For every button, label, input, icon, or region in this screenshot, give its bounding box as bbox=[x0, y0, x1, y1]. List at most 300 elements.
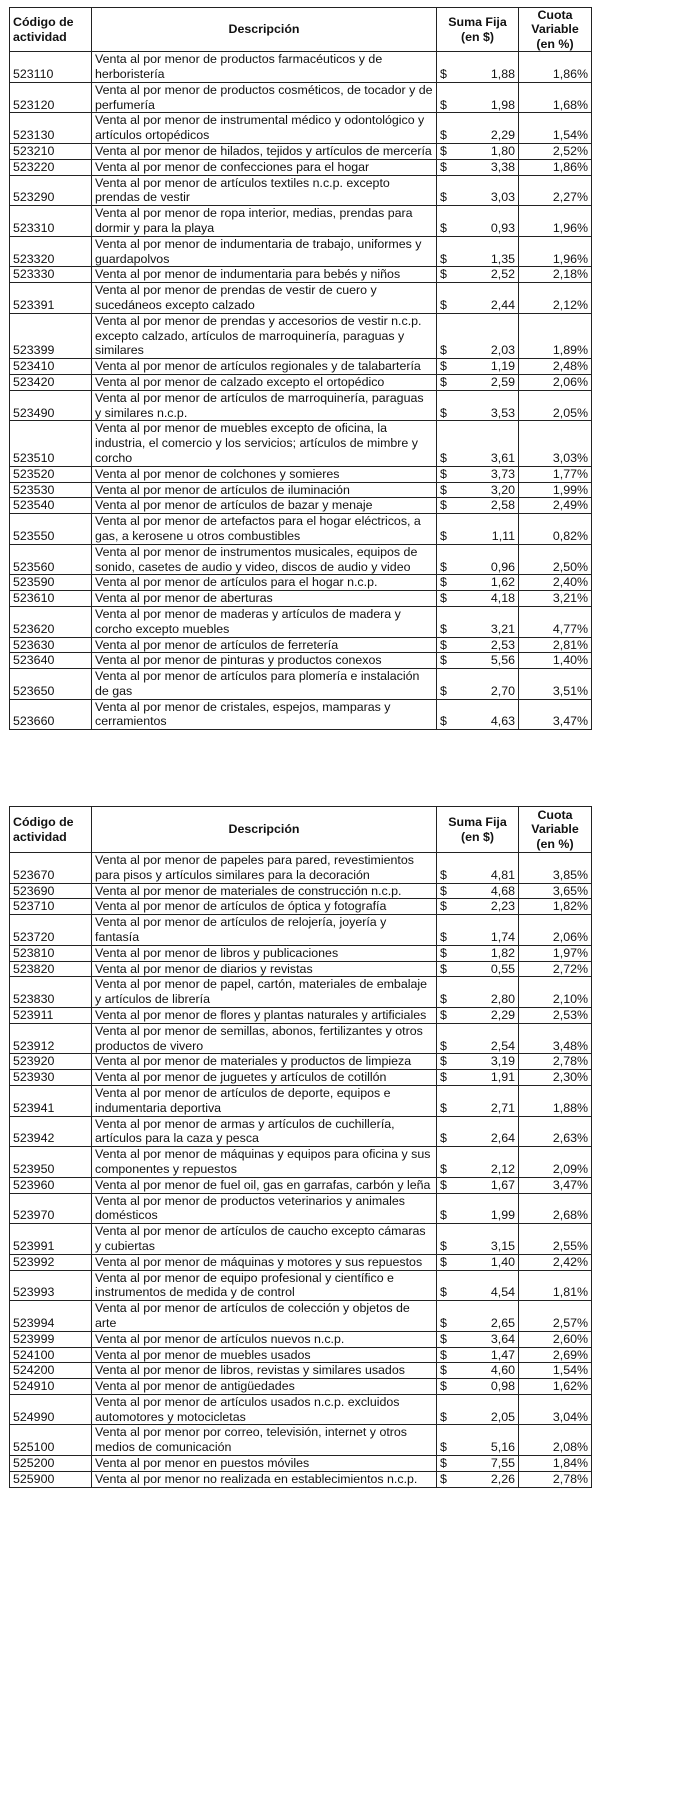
table-row bbox=[10, 883, 592, 899]
currency-symbol: $ bbox=[440, 359, 447, 374]
fixed-amount bbox=[437, 113, 519, 144]
activity-code: 523420 bbox=[10, 374, 92, 390]
fixed-amount bbox=[437, 591, 519, 607]
currency-symbol: $ bbox=[440, 1440, 447, 1455]
activity-code: 523530 bbox=[10, 482, 92, 498]
variable-rate: 3,03% bbox=[519, 421, 592, 466]
currency-symbol: $ bbox=[440, 883, 447, 898]
activity-description: Venta al por menor de libros y publicaciones bbox=[92, 945, 437, 961]
fixed-amount bbox=[437, 466, 519, 482]
currency-symbol: $ bbox=[440, 559, 447, 574]
table-row bbox=[10, 1394, 592, 1425]
fixed-amount bbox=[437, 699, 519, 730]
fixed-amount bbox=[437, 1301, 519, 1332]
table-row bbox=[10, 1193, 592, 1224]
table-row bbox=[10, 113, 592, 144]
fixed-amount-value: 1,88 bbox=[490, 67, 515, 82]
fixed-amount bbox=[437, 390, 519, 421]
currency-symbol: $ bbox=[440, 1070, 447, 1085]
variable-rate: 3,65% bbox=[519, 883, 592, 899]
currency-symbol: $ bbox=[440, 1161, 447, 1176]
activity-description: Venta al por menor de artículos de caucho excepto cámaras y cubiertas bbox=[92, 1224, 437, 1255]
fixed-amount bbox=[437, 915, 519, 946]
variable-rate: 3,04% bbox=[519, 1394, 592, 1425]
table-row bbox=[10, 1456, 592, 1472]
fixed-amount bbox=[437, 1270, 519, 1301]
fixed-amount bbox=[437, 945, 519, 961]
fixed-amount-value: 2,52 bbox=[490, 267, 515, 282]
variable-rate: 2,30% bbox=[519, 1070, 592, 1086]
fixed-amount bbox=[437, 359, 519, 375]
table-row bbox=[10, 961, 592, 977]
table-body bbox=[10, 52, 592, 730]
fixed-amount-value: 1,40 bbox=[490, 1254, 515, 1269]
variable-rate: 1,96% bbox=[519, 236, 592, 267]
activity-description: Venta al por menor de semillas, abonos, fertilizantes y otros productos de vivero bbox=[92, 1023, 437, 1054]
fixed-amount-value: 3,19 bbox=[490, 1054, 515, 1069]
table-row bbox=[10, 945, 592, 961]
activity-description: Venta al por menor de productos cosméticos, de tocador y de perfumería bbox=[92, 82, 437, 113]
fixed-amount-value: 2,03 bbox=[490, 343, 515, 358]
currency-symbol: $ bbox=[440, 1331, 447, 1346]
fixed-amount bbox=[437, 1177, 519, 1193]
activity-code: 523810 bbox=[10, 945, 92, 961]
fixed-amount-value: 3,21 bbox=[490, 621, 515, 636]
variable-rate: 1,77% bbox=[519, 466, 592, 482]
activity-description: Venta al por menor de materiales de construcción n.c.p. bbox=[92, 883, 437, 899]
fixed-amount bbox=[437, 498, 519, 514]
fixed-amount-value: 0,96 bbox=[490, 559, 515, 574]
table-row bbox=[10, 82, 592, 113]
activity-description: Venta al por menor de muebles usados bbox=[92, 1347, 437, 1363]
table-row bbox=[10, 390, 592, 421]
activity-description: Venta al por menor de aberturas bbox=[92, 591, 437, 607]
activity-code: 523660 bbox=[10, 699, 92, 730]
activity-description: Venta al por menor de indumentaria de trabajo, uniformes y guardapolvos bbox=[92, 236, 437, 267]
activity-code: 523670 bbox=[10, 853, 92, 884]
activity-code: 523970 bbox=[10, 1193, 92, 1224]
variable-rate: 2,55% bbox=[519, 1224, 592, 1255]
table-row bbox=[10, 359, 592, 375]
fixed-amount-value: 0,98 bbox=[490, 1379, 515, 1394]
activity-code: 525100 bbox=[10, 1425, 92, 1456]
activity-description: Venta al por menor de artículos de marroquinería, paraguas y similares n.c.p. bbox=[92, 390, 437, 421]
fixed-amount bbox=[437, 175, 519, 206]
table-row bbox=[10, 1147, 592, 1178]
activity-description: Venta al por menor de antigüedades bbox=[92, 1379, 437, 1395]
fixed-amount bbox=[437, 1379, 519, 1395]
variable-rate: 3,21% bbox=[519, 591, 592, 607]
activity-code: 524910 bbox=[10, 1379, 92, 1395]
fixed-amount bbox=[437, 206, 519, 237]
activity-description: Venta al por menor de libros, revistas y similares usados bbox=[92, 1363, 437, 1379]
activity-description: Venta al por menor de calzado excepto el ortopédico bbox=[92, 374, 437, 390]
table-row bbox=[10, 514, 592, 545]
table-row bbox=[10, 899, 592, 915]
variable-rate: 4,77% bbox=[519, 606, 592, 637]
currency-symbol: $ bbox=[440, 992, 447, 1007]
fixed-amount bbox=[437, 1007, 519, 1023]
activity-description: Venta al por menor de indumentaria para bebés y niños bbox=[92, 267, 437, 283]
table-row bbox=[10, 175, 592, 206]
variable-rate: 1,68% bbox=[519, 82, 592, 113]
fixed-amount bbox=[437, 1085, 519, 1116]
table-row bbox=[10, 977, 592, 1008]
fixed-amount bbox=[437, 1331, 519, 1347]
currency-symbol: $ bbox=[440, 97, 447, 112]
activity-description: Venta al por menor de colchones y somieres bbox=[92, 466, 437, 482]
fixed-amount bbox=[437, 374, 519, 390]
table-row bbox=[10, 374, 592, 390]
fixed-amount bbox=[437, 853, 519, 884]
table-row bbox=[10, 206, 592, 237]
currency-symbol: $ bbox=[440, 1177, 447, 1192]
activity-description: Venta al por menor de maderas y artículos de madera y corcho excepto muebles bbox=[92, 606, 437, 637]
activity-code: 523620 bbox=[10, 606, 92, 637]
fixed-amount-value: 3,61 bbox=[490, 450, 515, 465]
variable-rate: 1,86% bbox=[519, 52, 592, 83]
fixed-amount bbox=[437, 977, 519, 1008]
variable-rate: 2,09% bbox=[519, 1147, 592, 1178]
table-row bbox=[10, 482, 592, 498]
activity-description: Venta al por menor de diarios y revistas bbox=[92, 961, 437, 977]
activity-description: Venta al por menor de fuel oil, gas en garrafas, carbón y leña bbox=[92, 1177, 437, 1193]
activity-code: 523710 bbox=[10, 899, 92, 915]
fixed-amount bbox=[437, 544, 519, 575]
activity-code: 523520 bbox=[10, 466, 92, 482]
variable-rate: 2,10% bbox=[519, 977, 592, 1008]
currency-symbol: $ bbox=[440, 128, 447, 143]
activity-code: 523941 bbox=[10, 1085, 92, 1116]
activity-code: 523950 bbox=[10, 1147, 92, 1178]
fixed-amount-value: 2,64 bbox=[490, 1131, 515, 1146]
currency-symbol: $ bbox=[440, 1054, 447, 1069]
fixed-amount-value: 1,67 bbox=[490, 1177, 515, 1192]
header-variable-rate: Cuota Variable (en %) bbox=[519, 8, 592, 52]
activity-code: 523942 bbox=[10, 1116, 92, 1147]
table-row bbox=[10, 1379, 592, 1395]
activity-description: Venta al por menor de instrumentos musicales, equipos de sonido, casetes de audio y video, discos de audio y video bbox=[92, 544, 437, 575]
activity-code: 523720 bbox=[10, 915, 92, 946]
fixed-amount-value: 1,74 bbox=[490, 929, 515, 944]
activity-description: Venta al por menor de artículos textiles n.c.p. excepto prendas de vestir bbox=[92, 175, 437, 206]
table-row bbox=[10, 267, 592, 283]
activity-code: 523994 bbox=[10, 1301, 92, 1332]
currency-symbol: $ bbox=[440, 482, 447, 497]
variable-rate: 1,81% bbox=[519, 1270, 592, 1301]
table-row bbox=[10, 1007, 592, 1023]
variable-rate: 2,72% bbox=[519, 961, 592, 977]
fixed-amount bbox=[437, 1425, 519, 1456]
activity-description: Venta al por menor de artículos de bazar y menaje bbox=[92, 498, 437, 514]
fixed-amount bbox=[437, 961, 519, 977]
variable-rate: 2,06% bbox=[519, 374, 592, 390]
fixed-amount-value: 1,82 bbox=[490, 945, 515, 960]
currency-symbol: $ bbox=[440, 1471, 447, 1486]
currency-symbol: $ bbox=[440, 683, 447, 698]
currency-symbol: $ bbox=[440, 251, 447, 266]
header-fixed-amount: Suma Fija (en $) bbox=[437, 807, 519, 853]
fixed-amount bbox=[437, 669, 519, 700]
variable-rate: 2,69% bbox=[519, 1347, 592, 1363]
fixed-amount-value: 2,12 bbox=[490, 1161, 515, 1176]
table-row bbox=[10, 236, 592, 267]
fixed-amount bbox=[437, 1224, 519, 1255]
activity-code: 523391 bbox=[10, 283, 92, 314]
fixed-amount-value: 2,29 bbox=[490, 128, 515, 143]
table-row bbox=[10, 637, 592, 653]
fixed-amount-value: 4,18 bbox=[490, 591, 515, 606]
fixed-amount-value: 2,44 bbox=[490, 297, 515, 312]
table-row bbox=[10, 853, 592, 884]
table-row bbox=[10, 1347, 592, 1363]
activity-code: 523640 bbox=[10, 653, 92, 669]
currency-symbol: $ bbox=[440, 405, 447, 420]
currency-symbol: $ bbox=[440, 374, 447, 389]
fixed-amount bbox=[437, 267, 519, 283]
variable-rate: 2,42% bbox=[519, 1254, 592, 1270]
activity-code: 523110 bbox=[10, 52, 92, 83]
fixed-amount-value: 4,68 bbox=[490, 883, 515, 898]
fixed-amount bbox=[437, 1456, 519, 1472]
activity-description: Venta al por menor de pinturas y productos conexos bbox=[92, 653, 437, 669]
fixed-amount-value: 2,59 bbox=[490, 374, 515, 389]
activity-description: Venta al por menor de máquinas y equipos para oficina y sus componentes y repuestos bbox=[92, 1147, 437, 1178]
fixed-amount-value: 3,15 bbox=[490, 1238, 515, 1253]
currency-symbol: $ bbox=[440, 528, 447, 543]
variable-rate: 2,57% bbox=[519, 1301, 592, 1332]
fixed-amount bbox=[437, 1054, 519, 1070]
fixed-amount bbox=[437, 482, 519, 498]
table-row bbox=[10, 1070, 592, 1086]
currency-symbol: $ bbox=[440, 1100, 447, 1115]
fixed-amount-value: 1,80 bbox=[490, 144, 515, 158]
fixed-amount bbox=[437, 653, 519, 669]
table-header-row bbox=[10, 8, 592, 52]
fixed-amount bbox=[437, 1347, 519, 1363]
currency-symbol: $ bbox=[440, 1208, 447, 1223]
activity-description: Venta al por menor de artículos de colección y objetos de arte bbox=[92, 1301, 437, 1332]
fixed-amount bbox=[437, 514, 519, 545]
currency-symbol: $ bbox=[440, 1347, 447, 1362]
variable-rate: 2,68% bbox=[519, 1193, 592, 1224]
fixed-amount-value: 7,55 bbox=[490, 1456, 515, 1471]
variable-rate: 1,88% bbox=[519, 1085, 592, 1116]
table-row bbox=[10, 144, 592, 160]
currency-symbol: $ bbox=[440, 1363, 447, 1378]
variable-rate: 3,47% bbox=[519, 699, 592, 730]
table-row bbox=[10, 1301, 592, 1332]
variable-rate: 1,82% bbox=[519, 899, 592, 915]
fixed-amount-value: 3,64 bbox=[490, 1331, 515, 1346]
activity-code: 523210 bbox=[10, 144, 92, 160]
fixed-amount-value: 2,05 bbox=[490, 1409, 515, 1424]
variable-rate: 1,89% bbox=[519, 313, 592, 358]
activity-description: Venta al por menor de artefactos para el hogar eléctricos, a gas, a kerosene u otros combustibles bbox=[92, 514, 437, 545]
fixed-amount bbox=[437, 1471, 519, 1487]
activity-code: 523540 bbox=[10, 498, 92, 514]
activity-code: 523399 bbox=[10, 313, 92, 358]
activity-description: Venta al por menor de hilados, tejidos y artículos de mercería bbox=[92, 144, 437, 160]
variable-rate: 2,12% bbox=[519, 283, 592, 314]
activity-code: 523220 bbox=[10, 159, 92, 175]
currency-symbol: $ bbox=[440, 144, 447, 158]
fixed-amount bbox=[437, 606, 519, 637]
fixed-amount bbox=[437, 313, 519, 358]
currency-symbol: $ bbox=[440, 1131, 447, 1146]
currency-symbol: $ bbox=[440, 1285, 447, 1300]
currency-symbol: $ bbox=[440, 297, 447, 312]
activity-code: 523610 bbox=[10, 591, 92, 607]
activity-description: Venta al por menor no realizada en establecimientos n.c.p. bbox=[92, 1471, 437, 1487]
variable-rate: 1,99% bbox=[519, 482, 592, 498]
activity-code: 523590 bbox=[10, 575, 92, 591]
fixed-amount bbox=[437, 1394, 519, 1425]
variable-rate: 2,49% bbox=[519, 498, 592, 514]
table-row bbox=[10, 1270, 592, 1301]
fixed-amount-value: 0,55 bbox=[490, 961, 515, 976]
table-row bbox=[10, 653, 592, 669]
activity-code: 523991 bbox=[10, 1224, 92, 1255]
variable-rate: 0,82% bbox=[519, 514, 592, 545]
activity-description: Venta al por menor de materiales y productos de limpieza bbox=[92, 1054, 437, 1070]
table-row bbox=[10, 669, 592, 700]
variable-rate: 1,62% bbox=[519, 1379, 592, 1395]
currency-symbol: $ bbox=[440, 1315, 447, 1330]
header-description: Descripción bbox=[92, 807, 437, 853]
table-row bbox=[10, 1085, 592, 1116]
currency-symbol: $ bbox=[440, 1007, 447, 1022]
fixed-amount-value: 2,80 bbox=[490, 992, 515, 1007]
header-fixed-amount: Suma Fija (en $) bbox=[437, 8, 519, 52]
fixed-amount bbox=[437, 575, 519, 591]
header-code: Código de actividad bbox=[10, 8, 92, 52]
activity-description: Venta al por menor en puestos móviles bbox=[92, 1456, 437, 1472]
table-row bbox=[10, 1363, 592, 1379]
variable-rate: 2,78% bbox=[519, 1054, 592, 1070]
table-row bbox=[10, 1254, 592, 1270]
variable-rate: 3,48% bbox=[519, 1023, 592, 1054]
currency-symbol: $ bbox=[440, 190, 447, 205]
fixed-amount-value: 4,54 bbox=[490, 1285, 515, 1300]
variable-rate: 1,54% bbox=[519, 1363, 592, 1379]
currency-symbol: $ bbox=[440, 714, 447, 729]
activity-description: Venta al por menor de artículos de relojería, joyería y fantasía bbox=[92, 915, 437, 946]
table-row bbox=[10, 283, 592, 314]
table-row bbox=[10, 915, 592, 946]
currency-symbol: $ bbox=[440, 267, 447, 282]
activity-code: 523130 bbox=[10, 113, 92, 144]
activity-description: Venta al por menor de máquinas y motores y sus repuestos bbox=[92, 1254, 437, 1270]
activity-description: Venta al por menor de artículos nuevos n.c.p. bbox=[92, 1331, 437, 1347]
currency-symbol: $ bbox=[440, 637, 447, 652]
table-row bbox=[10, 699, 592, 730]
currency-symbol: $ bbox=[440, 466, 447, 481]
variable-rate: 2,48% bbox=[519, 359, 592, 375]
activity-code: 523911 bbox=[10, 1007, 92, 1023]
activity-description: Venta al por menor de artículos usados n.c.p. excluidos automotores y motocicletas bbox=[92, 1394, 437, 1425]
activity-description: Venta al por menor de juguetes y artículos de cotillón bbox=[92, 1070, 437, 1086]
activity-code: 523320 bbox=[10, 236, 92, 267]
table-row bbox=[10, 544, 592, 575]
activity-description: Venta al por menor de artículos de óptica y fotografía bbox=[92, 899, 437, 915]
fixed-amount-value: 1,11 bbox=[491, 528, 515, 543]
header-code: Código de actividad bbox=[10, 807, 92, 853]
fixed-amount bbox=[437, 283, 519, 314]
table-row bbox=[10, 159, 592, 175]
activity-description: Venta al por menor de papel, cartón, materiales de embalaje y artículos de librería bbox=[92, 977, 437, 1008]
activity-code: 523630 bbox=[10, 637, 92, 653]
activity-code: 523490 bbox=[10, 390, 92, 421]
currency-symbol: $ bbox=[440, 1254, 447, 1269]
variable-rate: 2,50% bbox=[519, 544, 592, 575]
table-row bbox=[10, 606, 592, 637]
activity-table-2 bbox=[9, 806, 592, 1488]
currency-symbol: $ bbox=[440, 621, 447, 636]
fixed-amount-value: 4,81 bbox=[490, 867, 515, 882]
activity-code: 523960 bbox=[10, 1177, 92, 1193]
currency-symbol: $ bbox=[440, 929, 447, 944]
variable-rate: 2,78% bbox=[519, 1471, 592, 1487]
activity-description: Venta al por menor de armas y artículos de cuchillería, artículos para la caza y pesca bbox=[92, 1116, 437, 1147]
fixed-amount-value: 3,73 bbox=[490, 466, 515, 481]
table-row bbox=[10, 52, 592, 83]
fixed-amount-value: 1,91 bbox=[490, 1070, 515, 1085]
fixed-amount bbox=[437, 1193, 519, 1224]
fixed-amount bbox=[437, 899, 519, 915]
currency-symbol: $ bbox=[440, 1456, 447, 1471]
variable-rate: 2,05% bbox=[519, 390, 592, 421]
activity-description: Venta al por menor de instrumental médico y odontológico y artículos ortopédicos bbox=[92, 113, 437, 144]
fixed-amount-value: 5,56 bbox=[490, 653, 515, 668]
fixed-amount bbox=[437, 883, 519, 899]
variable-rate: 2,63% bbox=[519, 1116, 592, 1147]
variable-rate: 3,47% bbox=[519, 1177, 592, 1193]
currency-symbol: $ bbox=[440, 867, 447, 882]
activity-description: Venta al por menor de flores y plantas naturales y artificiales bbox=[92, 1007, 437, 1023]
activity-description: Venta al por menor de artículos de deporte, equipos e indumentaria deportiva bbox=[92, 1085, 437, 1116]
fixed-amount bbox=[437, 236, 519, 267]
fixed-amount-value: 4,60 bbox=[490, 1363, 515, 1378]
activity-code: 523330 bbox=[10, 267, 92, 283]
activity-description: Venta al por menor de confecciones para el hogar bbox=[92, 159, 437, 175]
table-row bbox=[10, 1023, 592, 1054]
fixed-amount bbox=[437, 1254, 519, 1270]
currency-symbol: $ bbox=[440, 343, 447, 358]
table-header-row bbox=[10, 807, 592, 853]
currency-symbol: $ bbox=[440, 1038, 447, 1053]
activity-code: 523920 bbox=[10, 1054, 92, 1070]
fixed-amount bbox=[437, 1147, 519, 1178]
table-row bbox=[10, 591, 592, 607]
activity-code: 525200 bbox=[10, 1456, 92, 1472]
fixed-amount-value: 2,26 bbox=[490, 1471, 515, 1486]
fixed-amount-value: 2,58 bbox=[490, 498, 515, 513]
variable-rate: 1,40% bbox=[519, 653, 592, 669]
currency-symbol: $ bbox=[440, 220, 447, 235]
fixed-amount-value: 0,93 bbox=[490, 220, 515, 235]
fixed-amount-value: 2,29 bbox=[490, 1007, 515, 1022]
activity-description: Venta al por menor de papeles para pared, revestimientos para pisos y artículos similares para la decoración bbox=[92, 853, 437, 884]
activity-table-1 bbox=[9, 7, 592, 730]
fixed-amount-value: 3,53 bbox=[490, 405, 515, 420]
currency-symbol: $ bbox=[440, 498, 447, 513]
activity-code: 523650 bbox=[10, 669, 92, 700]
table-row bbox=[10, 575, 592, 591]
variable-rate: 2,81% bbox=[519, 637, 592, 653]
table-row bbox=[10, 1331, 592, 1347]
table-body bbox=[10, 853, 592, 1488]
